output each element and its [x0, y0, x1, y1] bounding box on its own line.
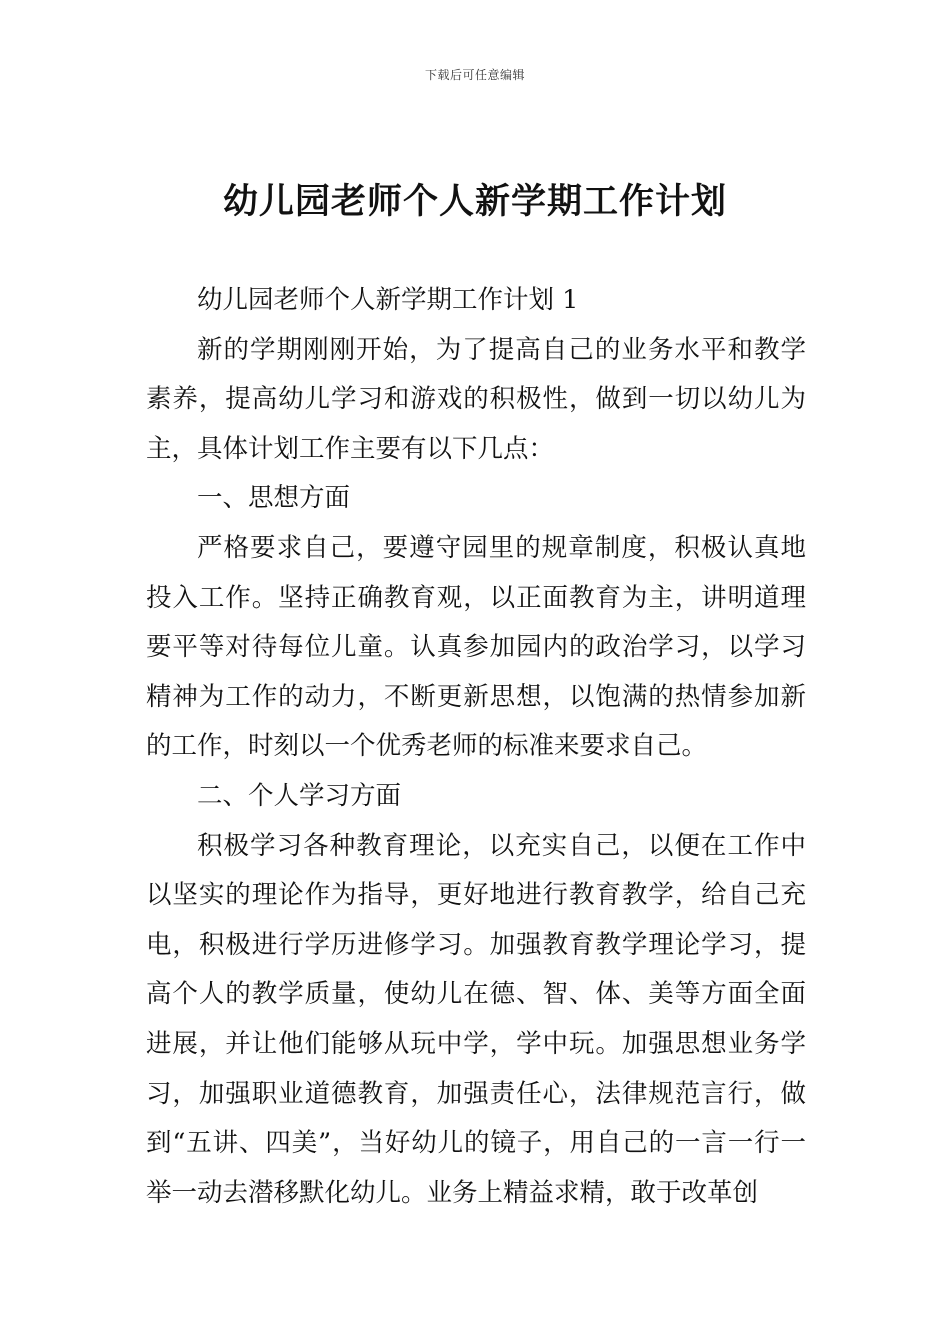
thought-paragraph: 严格要求自己，要遵守园里的规章制度，积极认真地投入工作。坚持正确教育观，以正面教育为主，讲明道理要平等对待每位儿童。认真参加园内的政治学习，以学习精神为工作的动力，不断更新思想，以饱满的热情参加新的工作，时刻以一个优秀老师的标准来要求自己。	[146, 532, 806, 762]
document-body	[146, 276, 806, 1218]
section-heading-thought: 一、思想方面	[197, 483, 351, 514]
document-title: 幼儿园老师个人新学期工作计划	[222, 182, 727, 222]
section-heading-study: 二、个人学习方面	[197, 780, 402, 811]
header-note: 下载后可任意编辑	[424, 68, 525, 82]
subtitle-paragraph: 幼儿园老师个人新学期工作计划 1	[197, 285, 579, 315]
study-paragraph: 积极学习各种教育理论，以充实自己，以便在工作中以坚实的理论作为指导，更好地进行教育教学，给自己充电，积极进行学历进修学习。加强教育教学理论学习，提高个人的教学质量，使幼儿在德、智、体、美等方面全面进展，并让他们能够从玩中学，学中玩。加强思想业务学习，加强职业道德教育，加强责任心，法律规范言行，做到“五讲、四美”，当好幼儿的镜子，用自己的一言一行一举一动去潜移默化幼儿。业务上精益求精，敢于改革创	[146, 830, 806, 1208]
intro-paragraph: 新的学期刚刚开始，为了提高自己的业务水平和教学素养，提高幼儿学习和游戏的积极性，做到一切以幼儿为主，具体计划工作主要有以下几点：	[146, 334, 806, 464]
